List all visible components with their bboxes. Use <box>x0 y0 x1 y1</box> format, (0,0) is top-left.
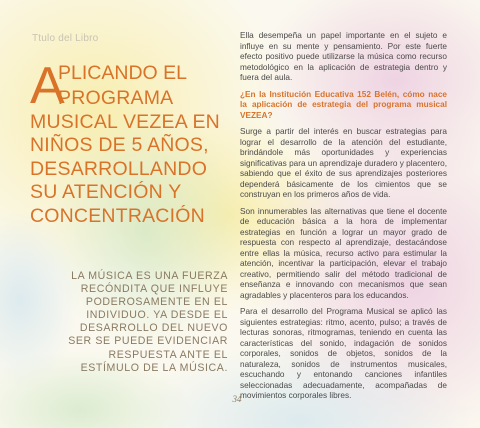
book-title-header: Ttulo del Libro <box>32 33 99 44</box>
title-drop-cap: A <box>30 57 65 115</box>
pull-quote-line: INDIVIDUO. YA DESDE EL <box>86 309 228 322</box>
body-text-column <box>240 31 447 408</box>
pull-quote-line: RECÓNDITA QUE INFLUYE <box>80 283 228 296</box>
pull-quote-line: SER SE PUEDE EVIDENCIAR <box>68 335 228 348</box>
title-line-6: SU ATENCIÓN Y <box>30 181 182 203</box>
body-paragraph-2: Surge a partir del interés en buscar estrategias para lograr el desarrollo de la atención del estudiante, brindándole más oportunidades y experiencias significativas para un aprendizaje duradero y placentero, sabiendo que el éxito de sus aprendizajes posteriores dependerá básicamente de los cimientos que se construyan en los primeros años de vida. <box>240 127 447 199</box>
body-paragraph-4: Para el desarrollo del Programa Musical se aplicó las siguientes estrategias: ritmo, acento, pulso; a través de lecturas sonoras, ritmogramas, teniendo en cuenta las características del sonido, indagación de sonidos corporales, sonidos de objetos, sonidos de la naturaleza, sonidos de instrumentos musicales, escuchando y entonando canciones infantiles seleccionadas adecuadamente, acompañadas de movimientos corporales libres. <box>240 307 447 400</box>
title-line-5: DESARROLLANDO <box>30 157 208 180</box>
body-paragraph-3: Son innumerables las alternativas que tiene el docente de educación básica a la hora de implementar estrategias en función a lograr un mayor grado de respuesta con respecto al aprendizaje, destacándose entre ellas la música, recurso activo para estimular la atención, incentivar la participación, elevar el trabajo creativo, permitiendo salir del método tradicional de enseñanza e innovando con mecanismos que sean agradables y placenteros para los educandos. <box>240 206 447 300</box>
title-line-7: CONCENTRACIÓN <box>30 204 205 227</box>
pull-quote-line: PODEROSAMENTE EN EL <box>85 296 228 309</box>
pull-quote-line: RESPUESTA ANTE EL <box>108 348 228 361</box>
title-line-2: PROGRAMA <box>58 87 174 109</box>
title-line-4: NIÑOS DE 5 AÑOS, <box>30 134 209 156</box>
article-title <box>30 57 230 228</box>
pull-quote <box>60 270 228 375</box>
pull-quote-line: ESTÍMULO DE LA MÚSICA. <box>80 361 228 374</box>
body-paragraph-1: Ella desempeña un papel importante en el sujeto e influye en su mente y pensamiento. Por este fuerte efecto positivo puede utilizarse la música como recurso metodológico en la aplicación de estrategia dentro y fuera del aula. <box>240 31 447 82</box>
body-question: ¿En la Institución Educativa 152 Belén, cómo nace la aplicación de estrategia del programa musical VEZEA? <box>240 89 447 120</box>
pull-quote-line: DESARROLLO DEL NUEVO <box>79 322 228 335</box>
pull-quote-line: LA MÚSICA ES UNA FUERZA <box>71 270 228 282</box>
page-number: 34 <box>232 394 242 404</box>
title-line-3: MUSICAL VEZEA EN <box>30 110 220 133</box>
title-line-1: PLICANDO EL <box>58 62 187 84</box>
